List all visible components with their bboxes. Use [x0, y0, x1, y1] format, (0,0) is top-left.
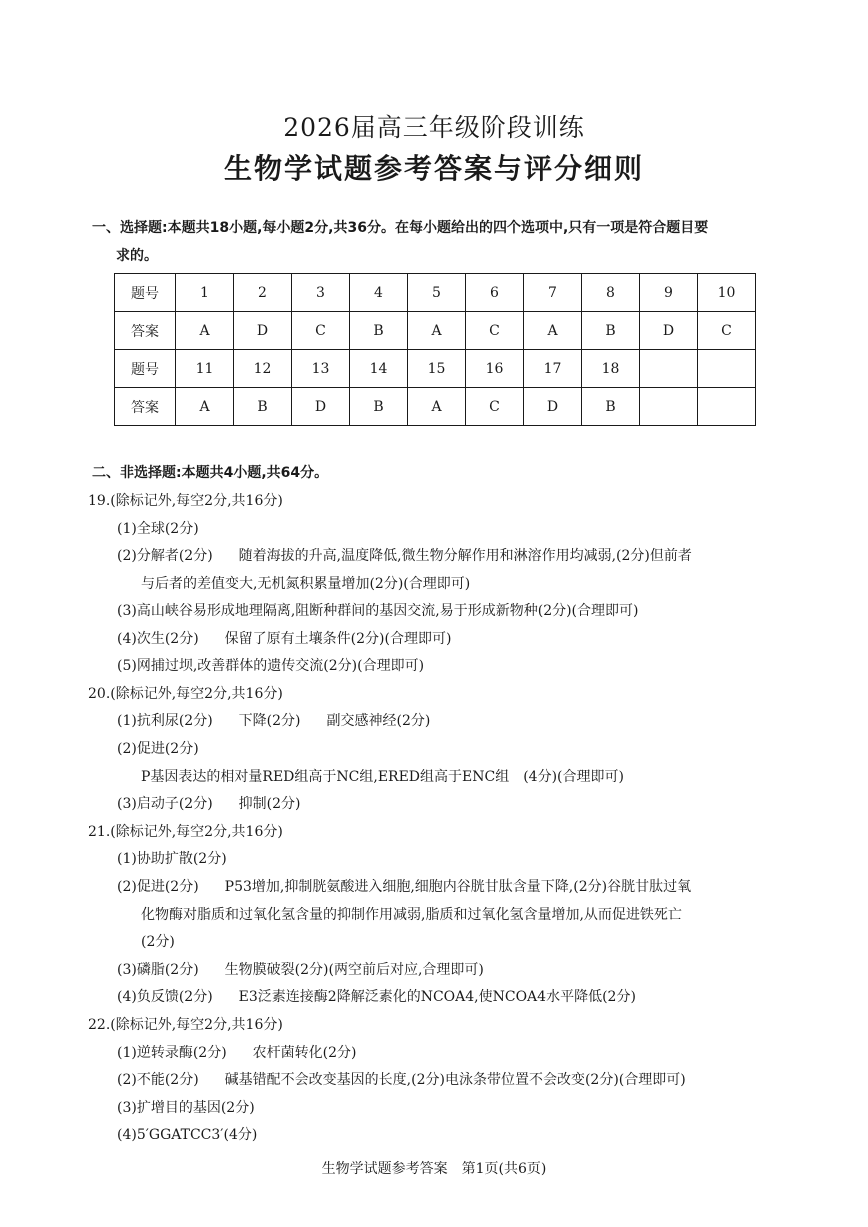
empty-cell: [698, 388, 756, 426]
question-number: 15: [408, 350, 466, 388]
answer-cell: B: [234, 388, 292, 426]
q21-part2: [117, 877, 691, 897]
section1-heading: [92, 214, 782, 270]
answer-cell: A: [176, 388, 234, 426]
section2-heading: 二、非选择题:本题共4小题,共64分。: [92, 465, 329, 481]
q21-part1: (1)协助扩散(2分): [117, 851, 227, 867]
question-number: 1: [176, 274, 234, 312]
q19-part4-answer: (4)次生(2分): [117, 631, 199, 647]
q21-title: 21.(除标记外,每空2分,共16分): [88, 824, 283, 840]
question-number: 3: [292, 274, 350, 312]
answer-cell: D: [292, 388, 350, 426]
q22-title: 22.(除标记外,每空2分,共16分): [88, 1017, 283, 1033]
table-row: [115, 388, 756, 426]
answer-cell: A: [524, 312, 582, 350]
answer-cell: C: [292, 312, 350, 350]
question-number: 18: [582, 350, 640, 388]
empty-cell: [640, 350, 698, 388]
table-row: [115, 312, 756, 350]
answer-cell: A: [408, 388, 466, 426]
row-label: 答案: [115, 312, 176, 350]
answer-cell: B: [582, 312, 640, 350]
row-label: 答案: [115, 388, 176, 426]
question-number: 16: [466, 350, 524, 388]
answer-cell: B: [582, 388, 640, 426]
q21-part2-continued: 化物酶对脂质和过氧化氢含量的抑制作用减弱,脂质和过氧化氢含量增加,从而促进铁死亡: [141, 907, 682, 923]
q20-part1-answer-a: (1)抗利尿(2分): [117, 713, 213, 729]
section1-heading-line2: 求的。: [116, 248, 158, 264]
q20-part2-explanation: P基因表达的相对量RED组高于NC组,ERED组高于ENC组 (4分)(合理即可): [141, 769, 624, 785]
q19-part2: [117, 546, 692, 566]
document-title: 生物学试题参考答案与评分细则: [223, 152, 644, 185]
q21-part2-answer: (2)促进(2分): [117, 879, 199, 895]
question-number: 14: [350, 350, 408, 388]
question-number: 5: [408, 274, 466, 312]
answer-table: [114, 273, 756, 426]
q19-part5: (5)网捕过坝,改善群体的遗传交流(2分)(合理即可): [117, 658, 425, 674]
q19-part4: [117, 629, 451, 649]
question-number: 4: [350, 274, 408, 312]
q20-part3-answer-b: 抑制(2分): [238, 796, 301, 812]
empty-cell: [698, 350, 756, 388]
q21-part2-explanation: P53增加,抑制胱氨酸进入细胞,细胞内谷胱甘肽含量下降,(2分)谷胱甘肽过氧: [224, 879, 692, 895]
answer-cell: C: [698, 312, 756, 350]
q19-part3: (3)高山峡谷易形成地理隔离,阻断种群间的基因交流,易于形成新物种(2分)(合理即可): [117, 603, 639, 619]
q20-part1-answer-b: 下降(2分): [238, 713, 301, 729]
question-number: 17: [524, 350, 582, 388]
q20-part1-answer-c: 副交感神经(2分): [326, 713, 431, 729]
table-row: [115, 350, 756, 388]
question-number: 8: [582, 274, 640, 312]
q21-part3-answer-a: (3)磷脂(2分): [117, 962, 199, 978]
answer-cell: D: [524, 388, 582, 426]
q20-part3-answer-a: (3)启动子(2分): [117, 796, 213, 812]
q21-part2-points: (2分): [141, 934, 175, 950]
exam-title: 2026届高三年级阶段训练: [283, 113, 585, 142]
q19-part2-continued: 与后者的差值变大,无机氮积累量增加(2分)(合理即可): [141, 576, 471, 592]
answer-cell: B: [350, 388, 408, 426]
row-label: 题号: [115, 350, 176, 388]
question-number: 11: [176, 350, 234, 388]
q21-part3-answer-b: 生物膜破裂(2分)(两空前后对应,合理即可): [224, 962, 484, 978]
q21-part4: [117, 987, 636, 1007]
q19-title: 19.(除标记外,每空2分,共16分): [88, 493, 283, 509]
question-number: 12: [234, 350, 292, 388]
question-number: 6: [466, 274, 524, 312]
question-number: 7: [524, 274, 582, 312]
answer-cell: A: [176, 312, 234, 350]
question-number: 13: [292, 350, 350, 388]
q19-part4-explanation: 保留了原有土壤条件(2分)(合理即可): [224, 631, 452, 647]
q22-part2: [117, 1070, 686, 1090]
q19-part1: (1)全球(2分): [117, 521, 199, 537]
q21-part4-explanation: E3泛素连接酶2降解泛素化的NCOA4,使NCOA4水平降低(2分): [238, 989, 636, 1005]
section1-heading-line1: 一、选择题:本题共18小题,每小题2分,共36分。在每小题给出的四个选项中,只有一项是符合题目要: [92, 220, 709, 236]
row-label: 题号: [115, 274, 176, 312]
empty-cell: [640, 388, 698, 426]
answer-cell: A: [408, 312, 466, 350]
q19-part2-answer: (2)分解者(2分): [117, 548, 213, 564]
q21-part4-answer: (4)负反馈(2分): [117, 989, 213, 1005]
q22-part2-explanation: 碱基错配不会改变基因的长度,(2分)电泳条带位置不会改变(2分)(合理即可): [224, 1072, 686, 1088]
q20-title: 20.(除标记外,每空2分,共16分): [88, 686, 283, 702]
q20-part2: (2)促进(2分): [117, 741, 199, 757]
q22-part1: [117, 1043, 357, 1063]
q22-part2-answer: (2)不能(2分): [117, 1072, 199, 1088]
q22-part4: (4)5′GGATCC3′(4分): [117, 1127, 258, 1143]
q22-part1-answer-a: (1)逆转录酶(2分): [117, 1045, 227, 1061]
q21-part3: [117, 960, 484, 980]
question-number: 9: [640, 274, 698, 312]
q19-part2-explanation: 随着海拔的升高,温度降低,微生物分解作用和淋溶作用均减弱,(2分)但前者: [238, 548, 692, 564]
q20-part3: [117, 794, 301, 814]
q22-part1-answer-b: 农杆菌转化(2分): [252, 1045, 357, 1061]
question-number: 10: [698, 274, 756, 312]
answer-cell: D: [234, 312, 292, 350]
answer-cell: C: [466, 312, 524, 350]
page-footer: 生物学试题参考答案 第1页(共6页): [321, 1161, 547, 1177]
answer-cell: C: [466, 388, 524, 426]
q22-part3: (3)扩增目的基因(2分): [117, 1100, 255, 1116]
answer-cell: D: [640, 312, 698, 350]
question-number: 2: [234, 274, 292, 312]
q20-part1: [117, 711, 430, 731]
answer-cell: B: [350, 312, 408, 350]
table-row: [115, 274, 756, 312]
